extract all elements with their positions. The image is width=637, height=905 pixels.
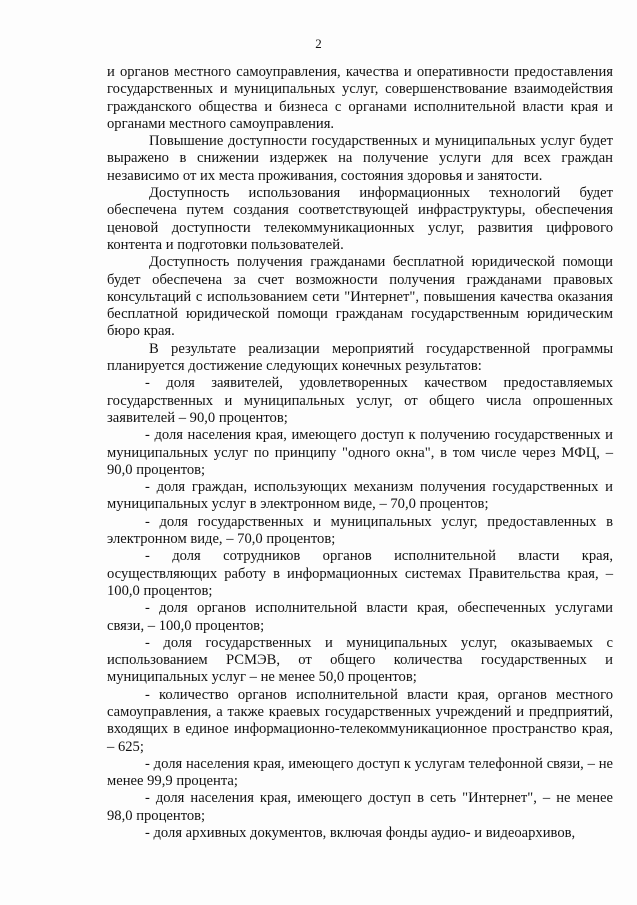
paragraph-expected-results: В результате реализации мероприятий государственной программы планируется достижение следующих конечных результатов: [107,340,613,375]
result-item: - доля государственных и муниципальных услуг, оказываемых с использованием РСМЭВ, от общего количества государственных и муниципальных услуг – не менее 50,0 процентов; [107,634,613,686]
paragraph-it-accessibility: Доступность использования информационных технологий будет обеспечена путем создания соответствующей инфраструктуры, обеспечения ценовой доступности телекоммуникационных услуг, развития цифрового контента и подготовки пользователей. [107,185,613,253]
paragraph-continuation: и органов местного самоуправления, качества и оперативности предоставления государственных и муниципальных услуг, совершенствование взаимодействия гражданского общества и бизнеса с органами исполнительной власти края и органами местного самоуправления. [107,64,613,132]
paragraph-legal-aid: Доступность получения гражданами бесплатной юридической помощи будет обеспечена за счет возможности получения гражданами правовых консультаций с использованием сети "Интернет", повышения качества оказания бесплатной юридической помощи гражданам государственным юридическим бюро края. [107,254,613,340]
result-item: - доля населения края, имеющего доступ к получению государственных и муниципальных услуг по принципу "одного окна", в том числе через МФЦ, – 90,0 процентов; [107,427,613,478]
page-number: 2 [315,36,322,51]
result-item: - доля заявителей, удовлетворенных качеством предоставляемых государственных и муниципальных услуг, от общего числа опрошенных заявителей – 90,0 процентов; [107,375,613,426]
result-item: - доля сотрудников органов исполнительной власти края, осуществляющих работу в информационных системах Правительства края, – 100,0 процентов; [107,548,613,599]
result-item: - доля органов исполнительной власти края, обеспеченных услугами связи, – 100,0 процентов; [107,600,613,634]
result-item: - доля архивных документов, включая фонды аудио- и видеоархивов, [145,825,576,842]
result-item: - доля государственных и муниципальных услуг, предоставленных в электронном виде, – 70,0 процентов; [107,513,613,548]
result-item: - доля населения края, имеющего доступ в сеть "Интернет", – не менее 98,0 процентов; [107,790,613,824]
document-body [107,64,613,842]
paragraph-service-accessibility: Повышение доступности государственных и муниципальных услуг будет выражено в снижении издержек на получение услуги для всех граждан независимо от их места проживания, состояния здоровья и занятости. [107,133,613,184]
result-item: - количество органов исполнительной власти края, органов местного самоуправления, а также краевых государственных учреждений и предприятий, входящих в единое информационно-телекоммуникационное пространство края, – 625; [107,686,613,755]
result-item: - доля населения края, имеющего доступ к услугам телефонной связи, – не менее 99,9 процента; [107,755,613,790]
result-item: - доля граждан, использующих механизм получения государственных и муниципальных услуг в электронном виде, – 70,0 процентов; [107,479,613,513]
